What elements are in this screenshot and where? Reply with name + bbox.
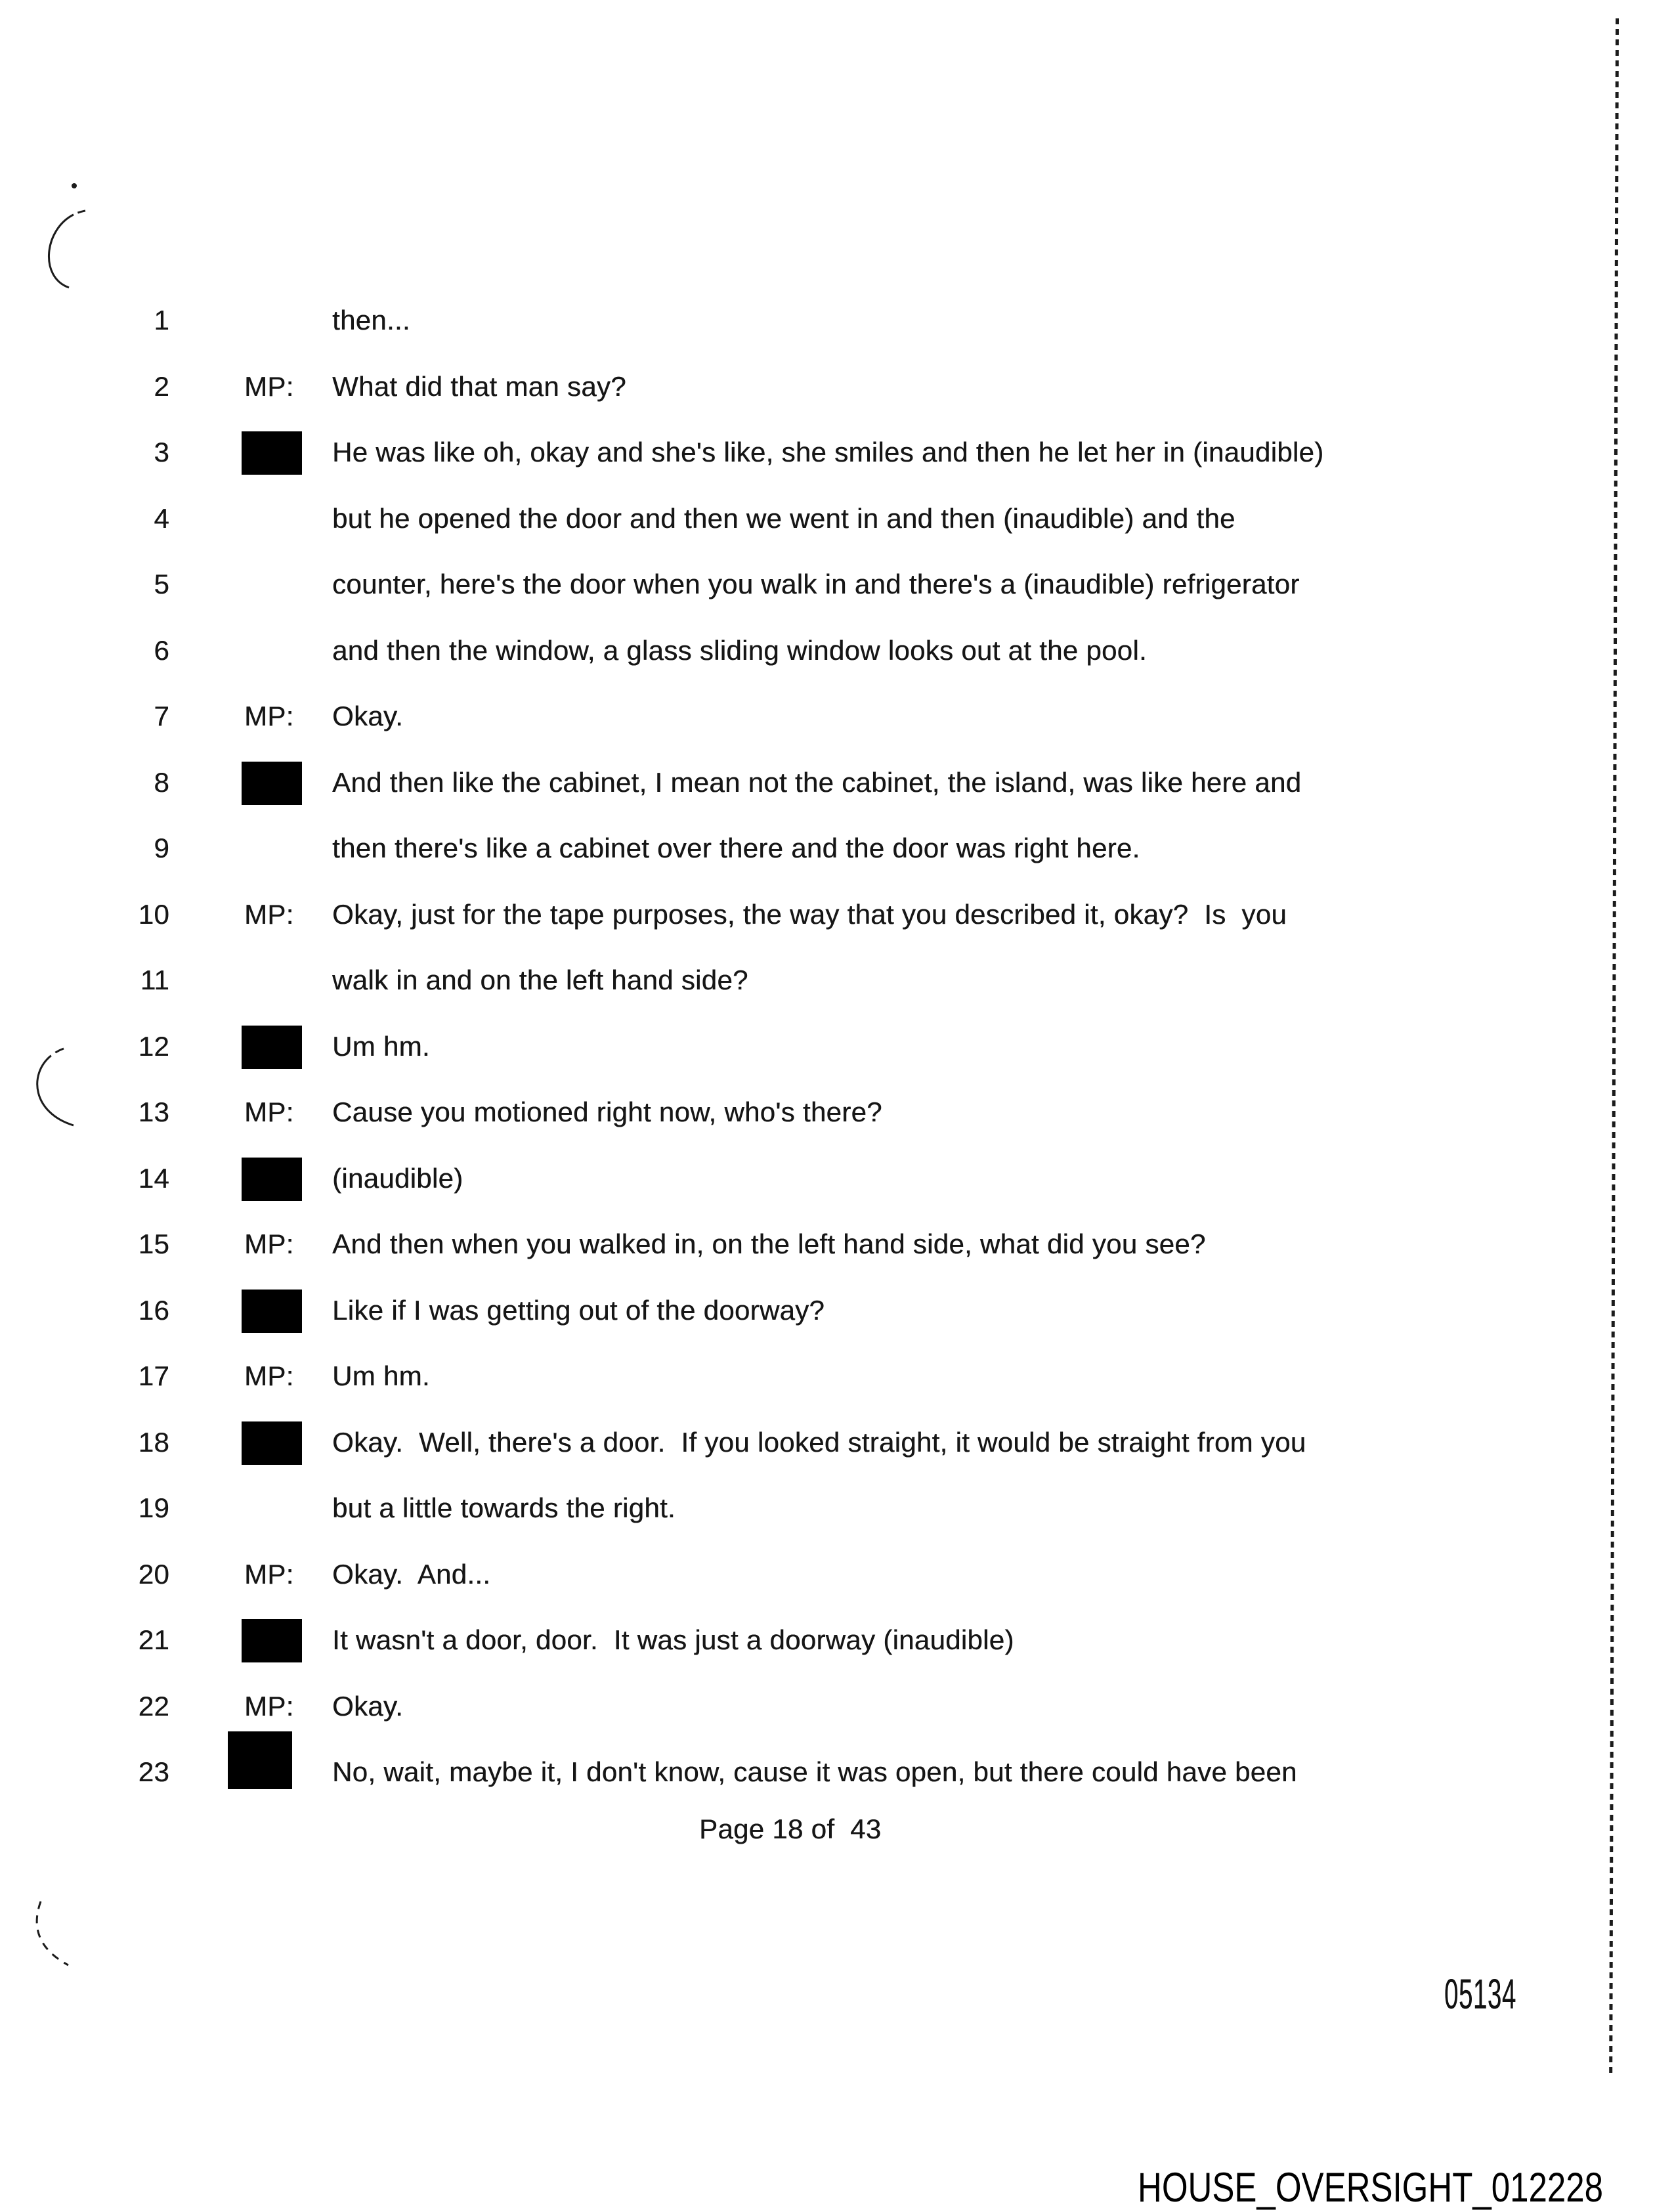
- line-number: 13: [138, 1096, 169, 1127]
- speaker-label: MP:: [244, 1558, 294, 1590]
- line-text: then there's like a cabinet over there and the door was right here.: [332, 833, 1140, 863]
- line-text: and then the window, a glass sliding window looks out at the pool.: [332, 634, 1147, 666]
- speaker-label: MP:: [244, 1690, 294, 1722]
- line-number: 11: [140, 965, 169, 995]
- line-number: 3: [154, 437, 169, 467]
- line-number: 9: [154, 833, 169, 863]
- line-number: 17: [138, 1360, 169, 1391]
- line-number: 4: [154, 502, 169, 534]
- transcript-line: [0, 371, 1674, 417]
- transcript-line: [0, 635, 1674, 681]
- line-text: Um hm.: [332, 1360, 430, 1391]
- line-number: 2: [154, 370, 169, 402]
- line-text: It wasn't a door, door. It was just a doorway (inaudible): [332, 1624, 1014, 1655]
- redaction-box: [242, 1421, 302, 1465]
- transcript-line: [0, 1492, 1674, 1538]
- line-text: And then when you walked in, on the left hand side, what did you see?: [332, 1228, 1206, 1259]
- redaction-box: [242, 1290, 302, 1333]
- line-text: Okay, just for the tape purposes, the way that you described it, okay? Is you: [332, 898, 1287, 930]
- line-text: then...: [332, 305, 410, 336]
- line-number: 10: [138, 898, 169, 930]
- line-text: Um hm.: [332, 1030, 430, 1062]
- transcript-line: [0, 1624, 1674, 1670]
- transcript-line: [0, 569, 1674, 615]
- bates-number: HOUSE_OVERSIGHT_012228: [1138, 2165, 1604, 2211]
- line-text: walk in and on the left hand side?: [332, 965, 748, 995]
- line-text: but he opened the door and then we went in and then (inaudible) and the: [332, 502, 1235, 534]
- page-number-footer: Page 18 of 43: [699, 1813, 882, 1844]
- line-number: 18: [138, 1426, 169, 1458]
- redaction-box: [242, 1619, 302, 1662]
- transcript-line: [0, 1163, 1674, 1209]
- speaker-label: MP:: [244, 701, 294, 731]
- line-number: 5: [154, 569, 169, 599]
- redaction-box: [242, 1026, 302, 1069]
- line-text: No, wait, maybe it, I don't know, cause it was open, but there could have been: [332, 1756, 1297, 1787]
- line-text: What did that man say?: [332, 370, 626, 402]
- line-text: counter, here's the door when you walk in and there's a (inaudible) refrigerator: [332, 569, 1300, 599]
- transcript-line: [0, 503, 1674, 549]
- line-number: 22: [138, 1690, 169, 1722]
- transcript-line: [0, 767, 1674, 813]
- line-text: but a little towards the right.: [332, 1492, 676, 1523]
- transcript-line: [0, 701, 1674, 747]
- speaker-label: MP:: [244, 1228, 294, 1259]
- line-number: 7: [154, 701, 169, 731]
- line-number: 20: [138, 1558, 169, 1590]
- line-text: Like if I was getting out of the doorway?: [332, 1294, 825, 1326]
- transcript-line: [0, 1360, 1674, 1406]
- line-text: Cause you motioned right now, who's there?: [332, 1096, 882, 1127]
- transcript-line: [0, 1096, 1674, 1142]
- line-text: He was like oh, okay and she's like, she smiles and then he let her in (inaudible): [332, 437, 1324, 467]
- transcript-line: [0, 437, 1674, 483]
- pen-arc-bottom-left: [37, 1901, 68, 1965]
- speaker-label: MP:: [244, 1360, 294, 1391]
- line-number: 19: [138, 1492, 169, 1523]
- speaker-label: MP:: [244, 370, 294, 402]
- redaction-box: [242, 1158, 302, 1201]
- transcript-line: [0, 965, 1674, 1010]
- line-number: 23: [138, 1756, 169, 1787]
- line-number: 16: [138, 1294, 169, 1326]
- transcript-line: [0, 1228, 1674, 1274]
- transcript-line: [0, 1295, 1674, 1341]
- line-text: And then like the cabinet, I mean not the cabinet, the island, was like here and: [332, 766, 1302, 798]
- line-number: 15: [138, 1228, 169, 1259]
- line-text: (inaudible): [332, 1162, 463, 1194]
- speaker-label: MP:: [244, 1096, 294, 1127]
- transcript-line: [0, 1756, 1674, 1802]
- line-number: 14: [138, 1162, 169, 1194]
- line-text: Okay.: [332, 701, 404, 731]
- redaction-box: [242, 431, 302, 475]
- redaction-box: [228, 1731, 292, 1789]
- speaker-label: MP:: [244, 898, 294, 930]
- line-number: 6: [154, 634, 169, 666]
- transcript-line: [0, 305, 1674, 351]
- transcript-line: [0, 1031, 1674, 1077]
- line-text: Okay. Well, there's a door. If you looked straight, it would be straight from you: [332, 1426, 1306, 1458]
- redaction-box: [242, 762, 302, 805]
- transcript-line: [0, 899, 1674, 945]
- transcript-line: [0, 1559, 1674, 1605]
- line-number: 1: [154, 305, 169, 336]
- ink-dot: [72, 183, 77, 188]
- transcript-line: [0, 833, 1674, 878]
- line-text: Okay.: [332, 1690, 404, 1722]
- line-number: 21: [138, 1624, 169, 1655]
- line-text: Okay. And...: [332, 1558, 491, 1590]
- stamp-number: 05134: [1444, 1970, 1516, 2018]
- transcript-line: [0, 1427, 1674, 1473]
- pen-arc-top-left: [49, 211, 85, 288]
- transcript-line: [0, 1691, 1674, 1737]
- line-number: 12: [138, 1030, 169, 1062]
- line-number: 8: [154, 766, 169, 798]
